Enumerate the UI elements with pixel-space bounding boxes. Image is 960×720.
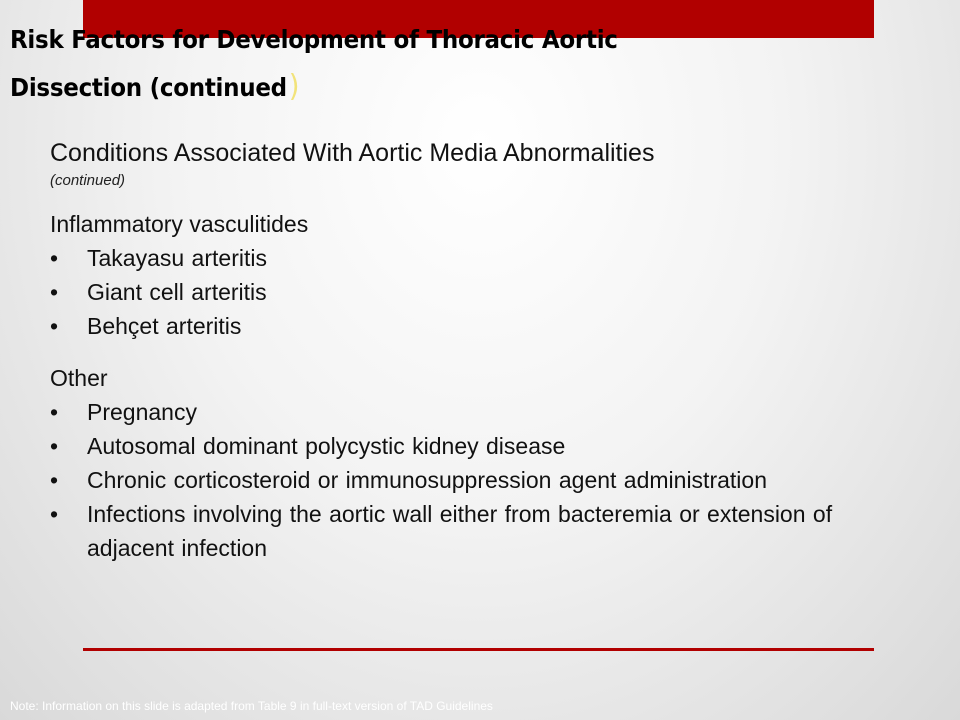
- list-item: • Giant cell arteritis: [50, 275, 900, 309]
- section-heading: Conditions Associated With Aortic Media Abnormalities: [50, 139, 655, 167]
- group-title-other: Other: [50, 365, 108, 391]
- list-item: • Behçet arteritis: [50, 309, 900, 343]
- list-item: • Autosomal dominant polycystic kidney disease: [50, 429, 900, 463]
- vasculitides-list: [50, 241, 900, 343]
- other-list: [50, 395, 900, 565]
- list-item: • Pregnancy: [50, 395, 900, 429]
- title-close-bracket: ): [288, 69, 300, 104]
- list-item: • Chronic corticosteroid or immunosuppression agent administration: [50, 463, 900, 497]
- slide-title: [10, 16, 709, 111]
- group-title-vasculitides: Inflammatory vasculitides: [50, 211, 309, 237]
- title-line-1: Risk Factors for Development of Thoracic Aortic: [10, 25, 618, 54]
- group-spacer: [50, 343, 900, 361]
- bottom-accent-rule: [83, 648, 874, 651]
- section-subheading: (continued): [50, 172, 126, 189]
- slide-content: [50, 135, 900, 565]
- title-line-2-text: Dissection (continued: [10, 73, 287, 102]
- list-item: • Takayasu arteritis: [50, 241, 900, 275]
- source-footnote: Note: Information on this slide is adapted from Table 9 in full-text version of TAD Guidelines: [10, 699, 493, 713]
- title-line-2: [10, 63, 709, 111]
- list-item: • Infections involving the aortic wall either from bacteremia or extension of adjacent infection: [50, 497, 900, 565]
